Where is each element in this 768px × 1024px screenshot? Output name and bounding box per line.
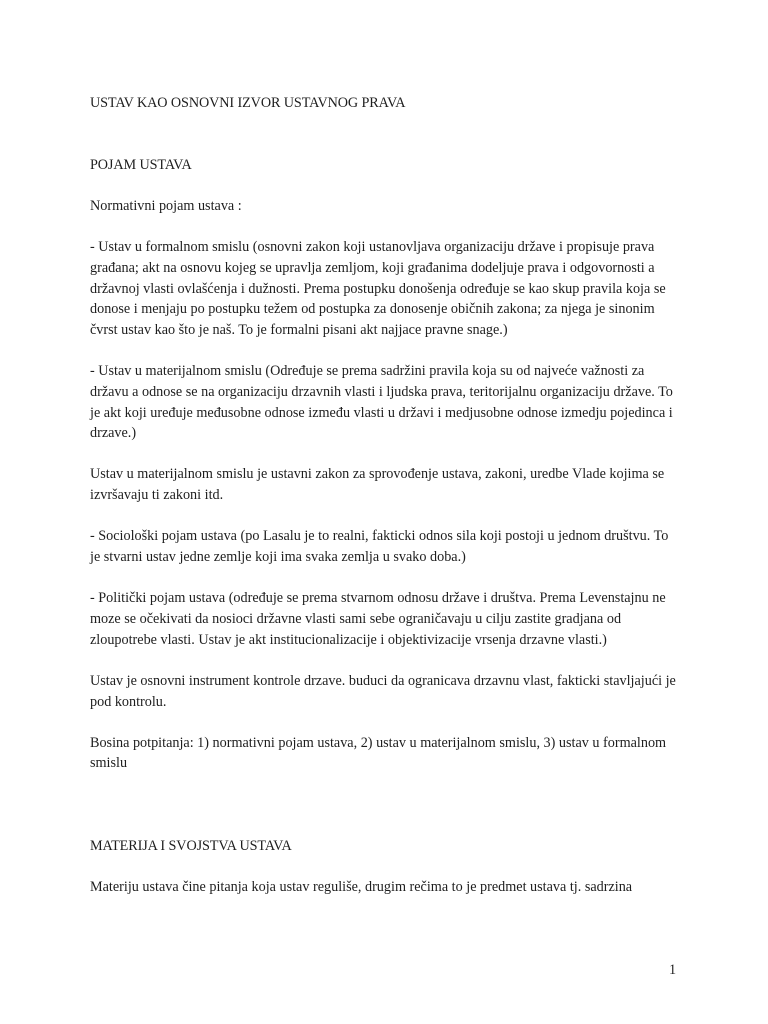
paragraph-formalni-smisao: - Ustav u formalnom smislu (osnovni zakon koji ustanovljava organizaciju države i propisuje prava građana; akt na osnovu kojeg se upravlja zemljom, koji građanima dodeljuje prava i odgovornosti a državnoj vlasti ovlašćenja i dužnosti. Prema postupku donošenja određuje se kao skup pravila koja se donose i menjaju po postupku težem od postupka za donosenje običnih zakona; za njega je sinonim čvrst ustav kao što je naš. To je formalni pisani akt najjace pravne snage.) [90, 239, 666, 338]
document-body [90, 93, 680, 898]
section-heading-materija-i-svojstva: MATERIJA I SVOJSTVA USTAVA [90, 838, 292, 855]
paragraph-politicki-pojam: - Politički pojam ustava (određuje se prema stvarnom odnosu države i društva. Prema Levenstajnu ne moze se očekivati da nosioci državne vlasti sami sebe ograničavaju u cilju zastite gradjana od zloupotrebe vlasti. Ustav je akt institucionalizacije i objektivizacije vrsenja drzavne vlasti.) [90, 590, 666, 648]
section-heading-pojam-ustava: POJAM USTAVA [90, 156, 192, 173]
paragraph-materijalni-smisao: - Ustav u materijalnom smislu (Određuje se prema sadržini pravila koja su od najveće važnosti za državu a odnose se na organizaciju drzavnih vlasti i ljudska prava, teritorijalnu organizaciju države. To je akt koji uređuje međusobne odnose između vlasti u državi i medjusobne odnose izmedju pojedinca i drzave.) [90, 363, 673, 442]
paragraph-materijalni-zakon: Ustav u materijalnom smislu je ustavni zakon za sprovođenje ustava, zakoni, uredbe Vlade kojima se izvršavaju ti zakoni itd. [90, 466, 665, 504]
paragraph-socioloski-pojam: - Sociološki pojam ustava (po Lasalu je to realni, fakticki odnos sila koji postoji u jednom društvu. To je stvarni ustav jedne zemlje koji ima svaka zemlja u svako doba.) [90, 528, 669, 566]
paragraph-instrument-kontrole: Ustav je osnovni instrument kontrole drzave. buduci da ogranicava drzavnu vlast, fakticki stavljajući je pod kontrolu. [90, 672, 676, 710]
paragraph-normativni-pojam: Normativni pojam ustava : [90, 197, 242, 214]
paragraph-potpitanja: Bosina potpitanja: 1) normativni pojam ustava, 2) ustav u materijalnom smislu, 3) ustav u formalnom smislu [90, 734, 667, 772]
page-number: 1 [669, 962, 677, 978]
paragraph-materija-ustava: Materiju ustava čine pitanja koja ustav reguliše, drugim rečima to je predmet ustava tj. sadrzina [90, 879, 633, 896]
document-title: USTAV KAO OSNOVNI IZVOR USTAVNOG PRAVA [90, 95, 406, 111]
